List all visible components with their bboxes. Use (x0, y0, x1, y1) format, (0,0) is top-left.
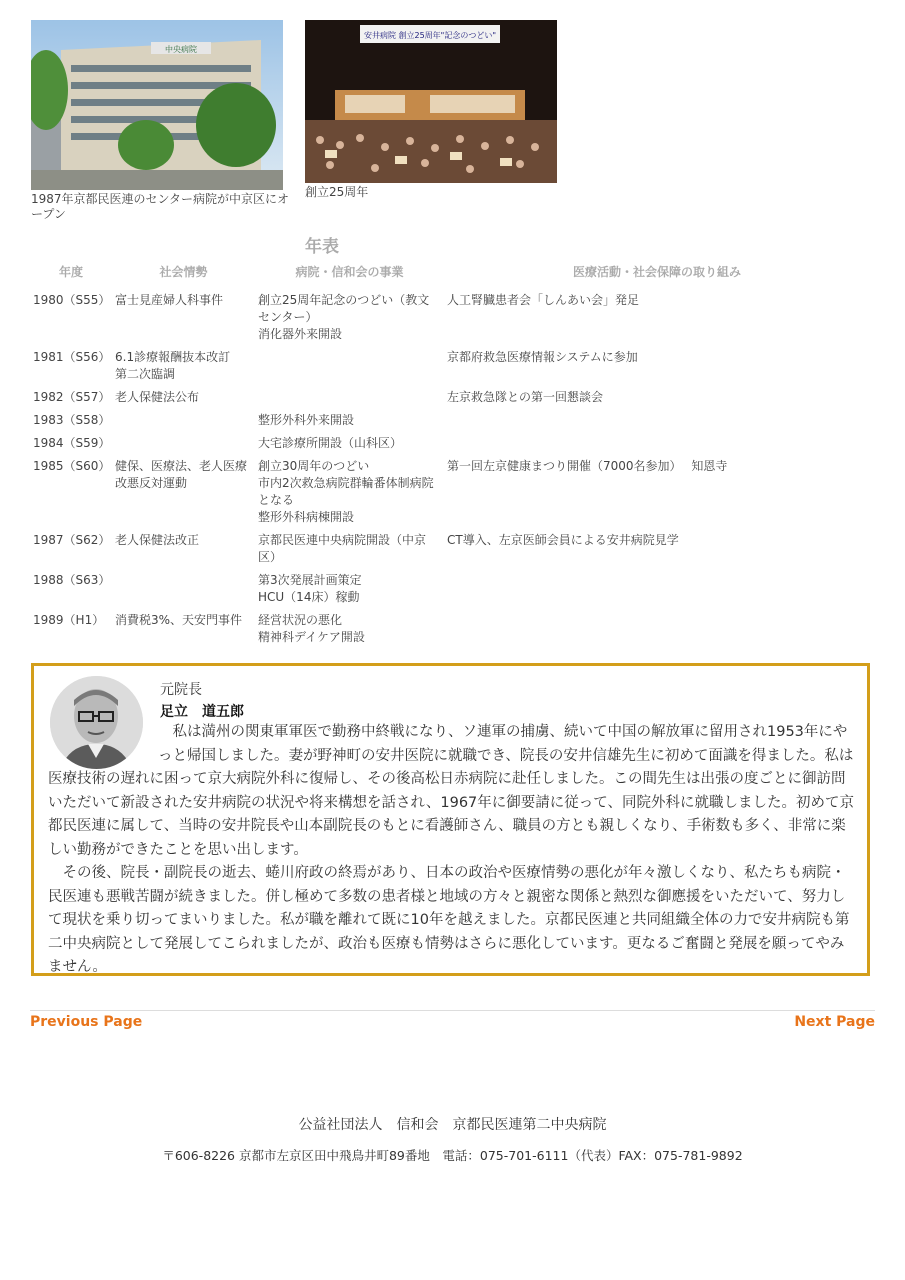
activity-cell: 第一回左京健康まつり開催（7000名参加） 知恩寺 (447, 459, 728, 473)
table-row (30, 346, 870, 386)
activity-cell: 左京救急隊との第一回懇談会 (447, 390, 604, 404)
hospital-cell (255, 386, 444, 409)
activity-cell (444, 609, 870, 649)
person-name: 足立 道五郎 (160, 704, 244, 720)
activity-cell (444, 432, 870, 455)
hospital-cell: 大宅診療所開設（山科区） (258, 436, 403, 450)
year-cell: 1984（S59） (33, 436, 111, 450)
table-row (30, 432, 870, 455)
anniversary-event-photo (305, 20, 557, 183)
society-cell (112, 569, 255, 609)
hospital-cell: 第3次発展計画策定 HCU（14床）稼動 (258, 573, 362, 604)
table-row (30, 289, 870, 346)
person-role: 元院長 (160, 682, 202, 698)
message-body (48, 721, 856, 980)
society-cell: 老人保健法公布 (115, 390, 200, 404)
hospital-cell: 経営状況の悪化 精神科デイケア開設 (258, 613, 365, 644)
timeline-table (30, 264, 870, 649)
table-row (30, 409, 870, 432)
society-cell: 富士見産婦人科事件 (115, 293, 224, 307)
hospital-sign-text: 中央病院 (165, 45, 197, 54)
timeline-header-row (30, 264, 870, 289)
activity-cell: 人工腎臓患者会「しんあい会」発足 (447, 293, 640, 307)
hospital-cell: 創立25周年記念のつどい（教文センター） 消化器外来開設 (258, 293, 430, 341)
header-activities: 医療活動・社会保障の取り組み (572, 265, 741, 279)
table-row (30, 455, 870, 529)
message-paragraph: その後、院長・副院長の逝去、蜷川府政の終焉があり、日本の政治や医療情勢の悪化が年々激しくなり、私たちも病院・民医連も悪戦苦闘が続きました。併し極めて多数の患者様と地域の方々と親密な関係と熱烈な御應援をいただいて、努力して現状を乗り切ってまいりました。私が職を離れて既に10年を越えました。京都民医連と共同組織全体の力で安井病院も第二中央病院として発展してこられましたが、政治も医療も情勢はさらに悪化しています。更なるご奮闘と発展を願ってやみません。 (48, 865, 850, 975)
year-cell: 1983（S58） (33, 413, 111, 427)
activity-cell: CT導入、左京医師会員による安井病院見学 (447, 533, 679, 547)
previous-page-link[interactable]: Previous Page (30, 1014, 143, 1030)
header-year: 年度 (58, 265, 83, 279)
next-page-link[interactable]: Next Page (794, 1014, 875, 1030)
hospital-cell (255, 346, 444, 386)
year-cell: 1989（H1） (33, 613, 105, 627)
hospital-photo-caption: 1987年京都民医連のセンター病院が中京区にオープン (31, 192, 290, 221)
table-row (30, 386, 870, 409)
header-hospital: 病院・信和会の事業 (295, 265, 404, 279)
society-cell (112, 409, 255, 432)
hospital-cell: 創立30周年のつどい 市内2次救急病院群輪番体制病院となる 整形外科病棟開設 (258, 459, 434, 524)
message-paragraph: 私は満州の関東軍軍医で勤務中終戦になり、ソ連軍の捕虜、続いて中国の解放軍に留用され1953年にやっと帰国しました。妻が野神町の安井医院に就職でき、院長の安井信雄先生に初めて面識を得ました。私は医療技術の遅れに困って京大病院外科に復帰し、その後高松日赤病院に赴任しました。この間先生は出張の度ごとに御訪問いただいて新設された安井病院の状況や将来構想を話され、1967年に御要請に従って、同院外科に就職しました。初めて京都民医連に属して、当時の安井院長や山本副院長のもとに看護師さん、職員の方とも親しくなり、手術数も多く、非常に楽しい勤務ができたことを思い出します。 (48, 724, 854, 858)
hospital-building-photo (31, 20, 283, 190)
header-society: 社会情勢 (159, 265, 208, 279)
table-row (30, 529, 870, 569)
society-cell (112, 432, 255, 455)
society-cell: 老人保健法改正 (115, 533, 200, 547)
society-cell: 消費税3%、天安門事件 (115, 613, 243, 627)
footer-address: 〒606-8226 京都市左京区田中飛鳥井町89番地 電話：075-701-6111（代表）FAX：075-781-9892 (162, 1148, 743, 1163)
year-cell: 1981（S56） (33, 350, 111, 364)
table-row (30, 609, 870, 649)
divider (30, 1010, 875, 1011)
hospital-cell: 京都民医連中央病院開設（中京区） (258, 533, 427, 564)
event-photo-caption: 創立25周年 (305, 185, 369, 199)
activity-cell (444, 409, 870, 432)
year-cell: 1982（S57） (33, 390, 111, 404)
former-director-message-box (31, 663, 870, 976)
footer-organization: 公益社団法人 信和会 京都民医連第二中央病院 (298, 1117, 607, 1133)
timeline-title: 年表 (305, 237, 339, 257)
year-cell: 1980（S55） (33, 293, 111, 307)
society-cell: 6.1診療報酬抜本改訂 第二次臨調 (115, 350, 231, 381)
year-cell: 1987（S62） (33, 533, 111, 547)
activity-cell (444, 569, 870, 609)
society-cell: 健保、医療法、老人医療改悪反対運動 (115, 459, 248, 490)
table-row (30, 569, 870, 609)
year-cell: 1985（S60） (33, 459, 111, 473)
activity-cell: 京都府救急医療情報システムに参加 (447, 350, 638, 364)
hospital-cell: 整形外科外来開設 (258, 413, 355, 427)
year-cell: 1988（S63） (33, 573, 111, 587)
event-banner-text: 安井病院 創立25周年"記念のつどい" (363, 31, 497, 40)
